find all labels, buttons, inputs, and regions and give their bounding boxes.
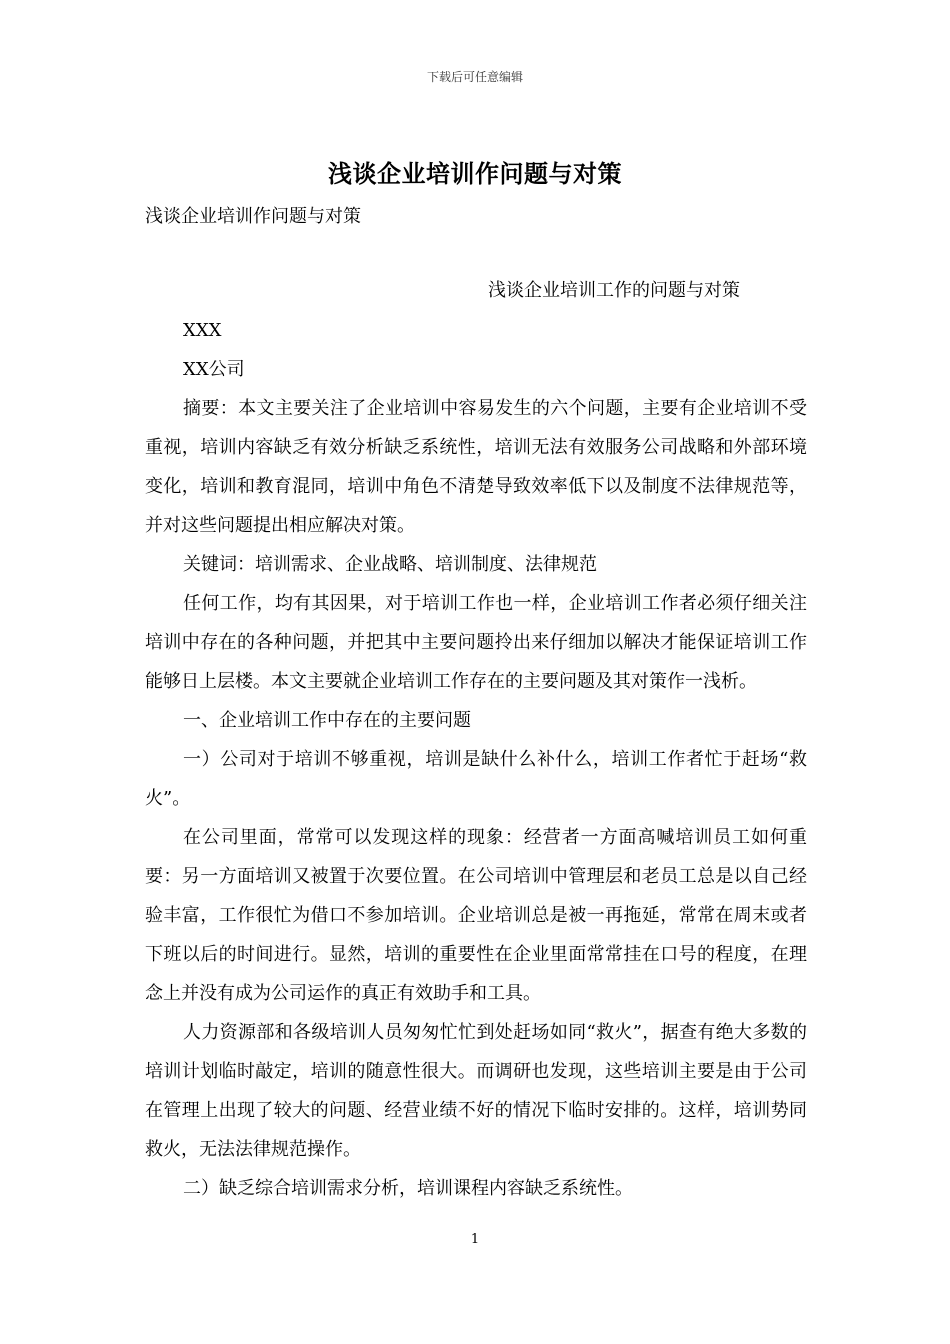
header-note: 下载后可任意编辑 [426,70,523,84]
author-line: XXX [183,320,222,341]
section-heading-1: 一、企业培训工作中存在的主要问题 [183,710,471,731]
document-title: 浅谈企业培训作问题与对策 [328,159,622,188]
company-line: XX公司 [183,359,245,380]
intro-paragraph: 任何工作，均有其因果，对于培训工作也一样，企业培训工作者必须仔细关注培训中存在的各种问题，并把其中主要问题拎出来仔细加以解决才能保证培训工作能够日上层楼。本文主要就企业培训工作存在的主要问题及其对策作一浅析。 [145,593,807,692]
keywords-paragraph: 关键词：培训需求、企业战略、培训制度、法律规范 [183,554,597,575]
document-subtitle: 浅谈企业培训作问题与对策 [145,206,361,227]
page-number: 1 [470,1232,480,1247]
document-body [145,311,807,1208]
subsection-heading-1: 一）公司对于培训不够重视，培训是缺什么补什么，培训工作者忙于赶场“救火”。 [145,749,807,809]
abstract-paragraph: 摘要：本文主要关注了企业培训中容易发生的六个问题，主要有企业培训不受重视，培训内容缺乏有效分析缺乏系统性，培训无法有效服务公司战略和外部环境变化，培训和教育混同，培训中角色不清楚导致效率低下以及制度不法律规范等，并对这些问题提出相应解决对策。 [145,398,807,536]
subsection-heading-2: 二）缺乏综合培训需求分析，培训课程内容缺乏系统性。 [183,1178,633,1199]
body-paragraph: 在公司里面，常常可以发现这样的现象：经营者一方面高喊培训员工如何重要：另一方面培训又被置于次要位置。在公司培训中管理层和老员工总是以自己经验丰富，工作很忙为借口不参加培训。企业培训总是被一再拖延，常常在周末或者下班以后的时间进行。显然，培训的重要性在企业里面常常挂在口号的程度，在理念上并没有成为公司运作的真正有效助手和工具。 [145,827,807,1004]
body-paragraph: 人力资源部和各级培训人员匆匆忙忙到处赶场如同“救火”，据查有绝大多数的培训计划临时敲定，培训的随意性很大。而调研也发现，这些培训主要是由于公司在管理上出现了较大的问题、经营业绩不好的情况下临时安排的。这样，培训势同救火，无法法律规范操作。 [145,1022,807,1160]
document-byline: 浅谈企业培训工作的问题与对策 [488,280,740,301]
